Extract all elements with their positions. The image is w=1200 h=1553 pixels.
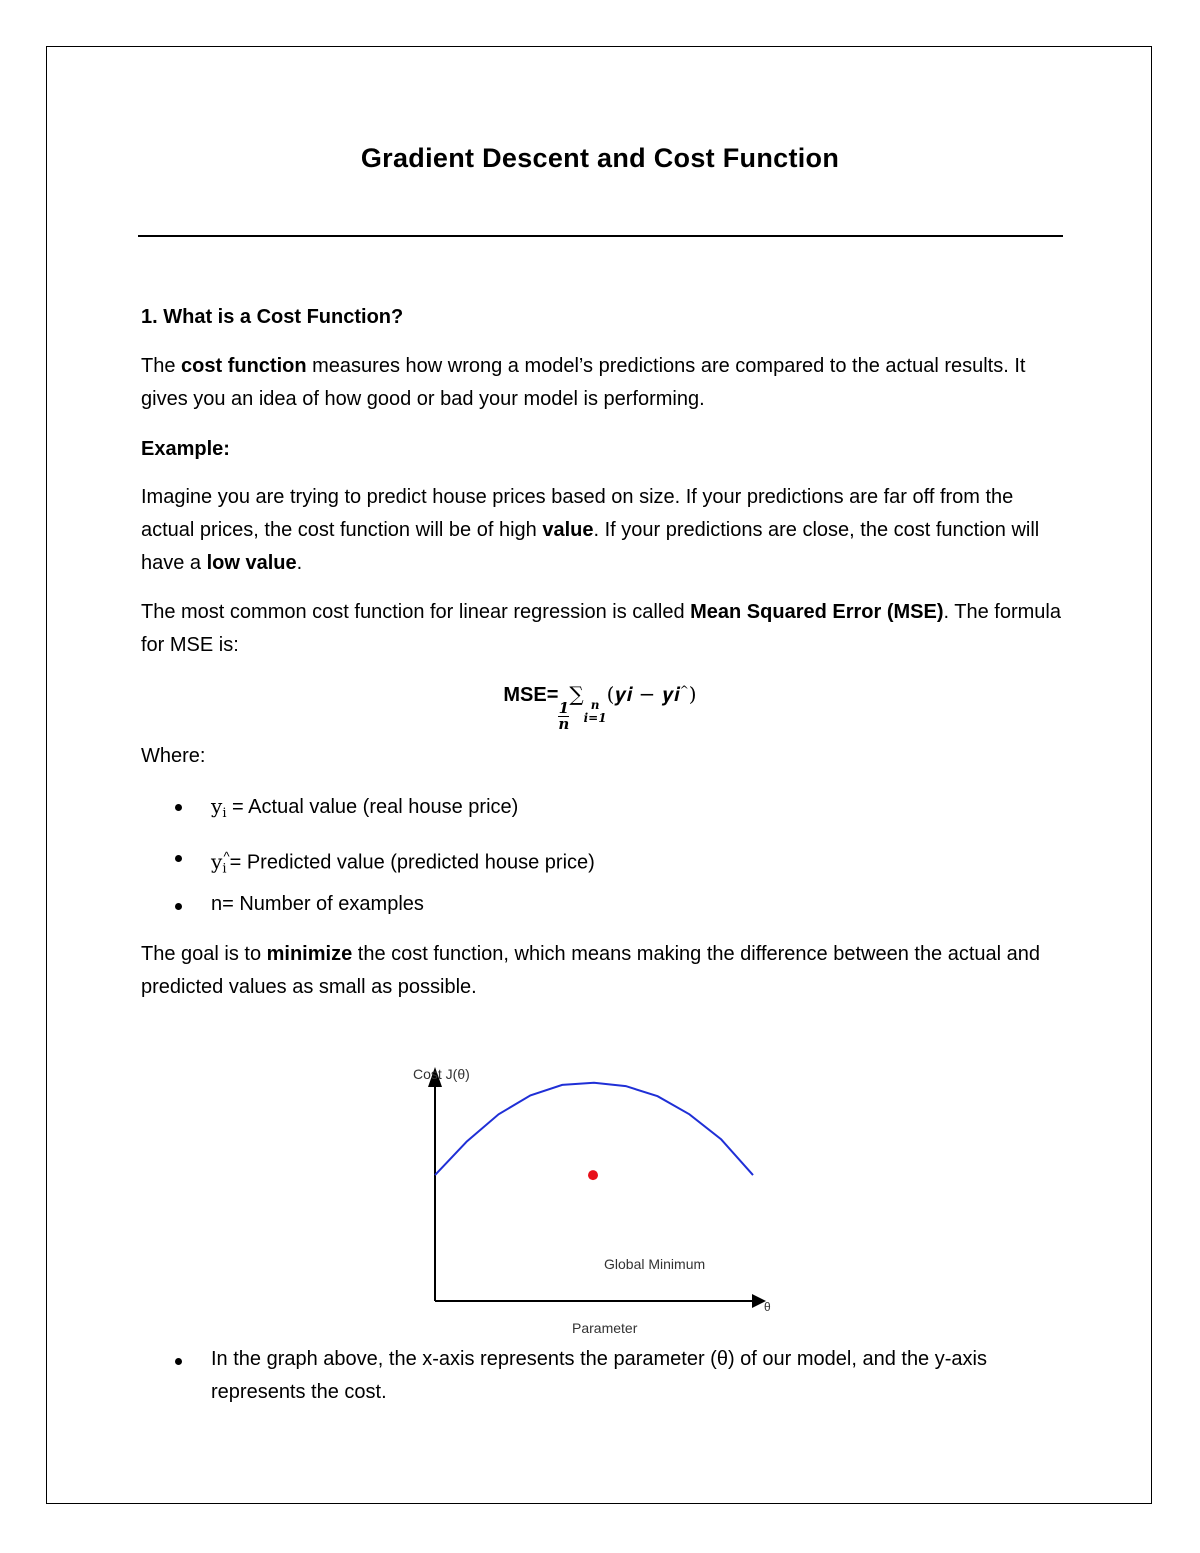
text: The most common cost function for linear regression is called bbox=[141, 601, 691, 623]
var-sub: i bbox=[222, 806, 227, 821]
bullet-text: = Predicted value (predicted house price) bbox=[229, 851, 595, 874]
text: . bbox=[296, 552, 303, 574]
formula-fraction bbox=[558, 701, 569, 732]
page-title: Gradient Descent and Cost Function bbox=[360, 143, 840, 173]
var-hat: ^ bbox=[223, 849, 230, 864]
formula-label: MSE= bbox=[503, 684, 559, 706]
bullet-actual bbox=[211, 790, 518, 830]
bold-term: minimize bbox=[266, 943, 353, 965]
cost-chart bbox=[400, 1055, 800, 1345]
var-sub: i bbox=[222, 861, 227, 877]
global-minimum-point bbox=[588, 1170, 598, 1180]
paragraph-goal bbox=[141, 938, 1066, 1004]
x-axis-label: Parameter bbox=[572, 1320, 638, 1336]
paragraph-example bbox=[141, 481, 1066, 580]
var-y: y bbox=[211, 794, 223, 818]
paragraph-definition bbox=[141, 350, 1066, 416]
x-axis-symbol: θ bbox=[764, 1300, 771, 1314]
example-label: Example: bbox=[141, 438, 230, 460]
bullet-dot bbox=[175, 855, 182, 862]
cost-curve bbox=[435, 1083, 753, 1175]
bullet-dot bbox=[175, 903, 182, 910]
bullet-dot bbox=[175, 804, 182, 811]
formula-body: (𝒚𝒊 − 𝒚𝒊 bbox=[606, 682, 680, 706]
bold-term: cost function bbox=[181, 355, 307, 377]
bullet-text: = Actual value (real house price) bbox=[226, 796, 519, 818]
formula-denominator: n bbox=[558, 715, 570, 733]
text: measures how wrong a model’s predictions are compared to the actual results. It gives you an idea of how good or bad your model is performing. bbox=[141, 355, 1026, 410]
global-minimum-label: Global Minimum bbox=[604, 1256, 706, 1272]
formula-hat: ^ bbox=[679, 683, 689, 697]
formula-sub: i=1 bbox=[583, 711, 607, 725]
bullet-examples: n= Number of examples bbox=[211, 893, 424, 915]
text: . If your predictions are close, the cost function will have a bbox=[141, 519, 1040, 574]
y-axis-label: Cost J(θ) bbox=[413, 1066, 470, 1082]
paragraph-mse bbox=[141, 596, 1066, 662]
bold-term: value bbox=[542, 519, 594, 541]
bold-term: low value bbox=[206, 552, 297, 574]
text: The goal is to bbox=[141, 943, 267, 965]
bullet-graph-description: In the graph above, the x-axis represents the parameter (θ) of our model, and the y-axis represents the cost. bbox=[211, 1348, 987, 1403]
text: The bbox=[141, 355, 182, 377]
formula-numerator: 1 bbox=[558, 699, 570, 717]
mse-formula bbox=[0, 682, 1200, 732]
bold-term: Mean Squared Error (MSE) bbox=[690, 601, 944, 623]
formula-sup: n bbox=[590, 698, 600, 712]
title-divider bbox=[138, 235, 1063, 237]
where-label: Where: bbox=[141, 745, 206, 767]
formula-limits bbox=[584, 699, 607, 725]
formula-close: ) bbox=[688, 682, 697, 706]
formula-sum: ∑ bbox=[569, 682, 584, 706]
section-heading: 1. What is a Cost Function? bbox=[141, 306, 404, 328]
var-y: y bbox=[211, 849, 223, 874]
text: the cost function, which means making the difference between the actual and predicted values as small as possible. bbox=[141, 943, 1041, 998]
bullet-dot bbox=[175, 1358, 182, 1365]
bullet-predicted bbox=[211, 840, 595, 886]
text: . The formula for MSE is: bbox=[141, 601, 1061, 656]
text: Imagine you are trying to predict house prices based on size. If your predictions are far off from the actual prices, the cost function will be of high bbox=[141, 486, 1014, 541]
